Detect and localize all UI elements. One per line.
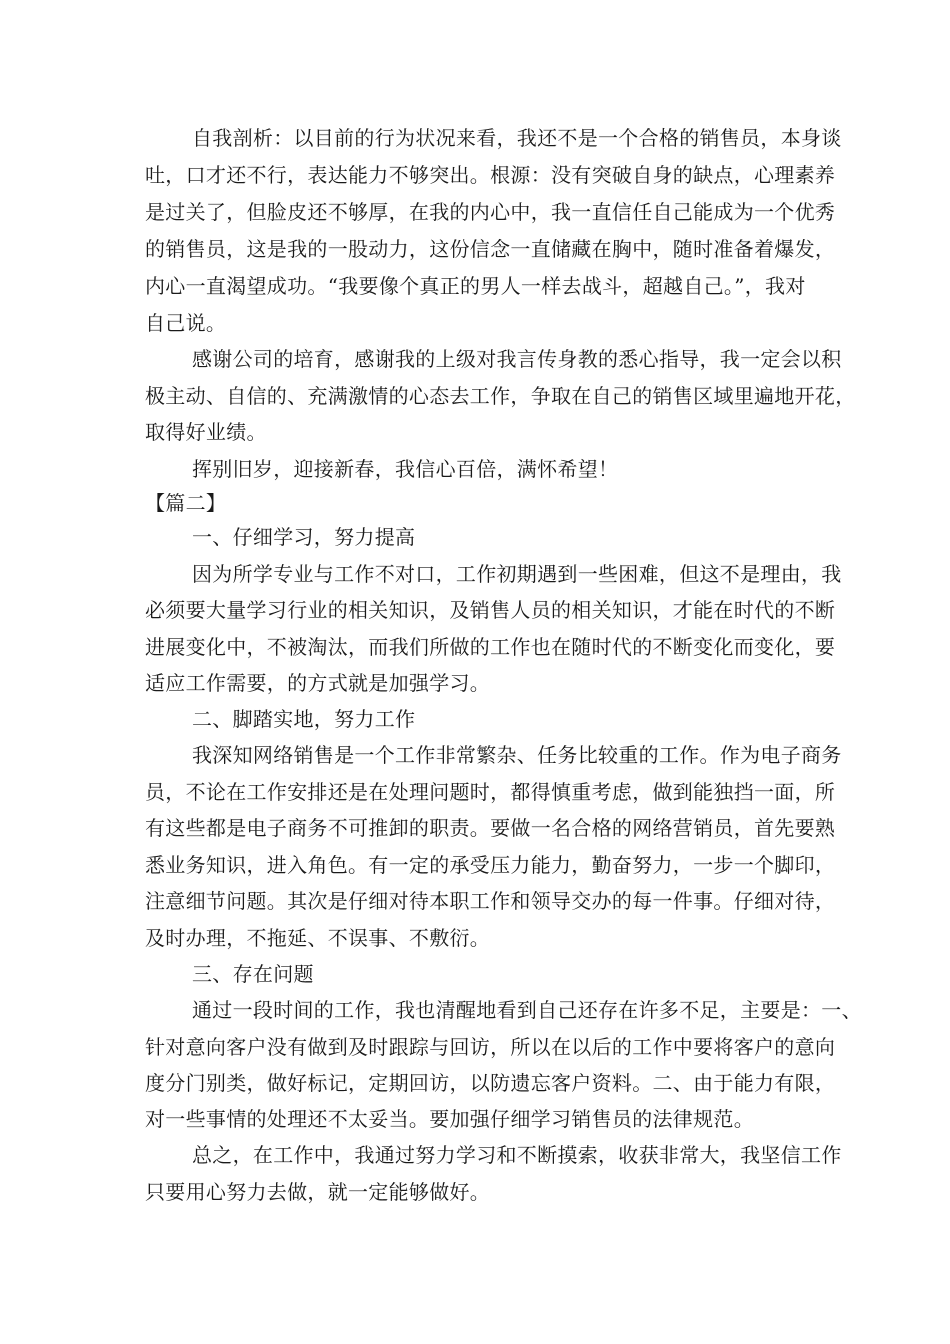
- text-line: 必须要大量学习行业的相关知识，及销售人员的相关知识，才能在时代的不断: [145, 598, 836, 622]
- text-line: 自我剖析：以目前的行为状况来看，我还不是一个合格的销售员，本身谈: [192, 126, 842, 150]
- text-line: 自己说。: [145, 311, 227, 335]
- text-line: 总之，在工作中，我通过努力学习和不断摸索，收获非常大，我坚信工作: [192, 1143, 842, 1167]
- text-line: 度分门别类，做好标记，定期回访，以防遗忘客户资料。二、由于能力有限，: [145, 1071, 836, 1095]
- text-line: 注意细节问题。其次是仔细对待本职工作和领导交办的每一件事。仔细对待，: [145, 889, 836, 913]
- text-line: 针对意向客户没有做到及时跟踪与回访，所以在以后的工作中要将客户的意向: [145, 1035, 836, 1059]
- text-line: 是过关了，但脸皮还不够厚，在我的内心中，我一直信任自己能成为一个优秀: [145, 200, 836, 224]
- text-line: 取得好业绩。: [145, 420, 267, 444]
- text-line: 我深知网络销售是一个工作非常繁杂、任务比较重的工作。作为电子商务: [192, 743, 842, 767]
- text-line: 适应工作需要，的方式就是加强学习。: [145, 671, 491, 695]
- text-line: 挥别旧岁，迎接新春，我信心百倍，满怀希望！: [192, 457, 619, 481]
- subsection-heading: 三、存在问题: [192, 962, 314, 986]
- text-line: 有这些都是电子商务不可推卸的职责。要做一名合格的网络营销员，首先要熟: [145, 816, 836, 840]
- text-line: 及时办理，不拖延、不误事、不敷衍。: [145, 926, 491, 950]
- text-line: 极主动、自信的、充满激情的心态去工作，争取在自己的销售区域里遍地开花，: [145, 384, 856, 408]
- text-line: 因为所学专业与工作不对口，工作初期遇到一些困难，但这不是理由，我: [192, 562, 842, 586]
- subsection-heading: 二、脚踏实地，努力工作: [192, 707, 416, 731]
- text-line: 员，不论在工作安排还是在处理问题时，都得慎重考虑，做到能独挡一面，所: [145, 780, 836, 804]
- text-line: 通过一段时间的工作，我也清醒地看到自己还存在许多不足，主要是：一、: [192, 998, 862, 1022]
- section-heading: 【篇二】: [145, 491, 227, 515]
- text-line: 悉业务知识，进入角色。有一定的承受压力能力，勤奋努力，一步一个脚印，: [145, 853, 836, 877]
- text-line: 进展变化中，不被淘汰，而我们所做的工作也在随时代的不断变化而变化，要: [145, 635, 836, 659]
- text-line: 感谢公司的培育，感谢我的上级对我言传身教的悉心指导，我一定会以积: [192, 347, 842, 371]
- text-line: 吐，口才还不行，表达能力不够突出。根源：没有突破自身的缺点，心理素养: [145, 163, 836, 187]
- subsection-heading: 一、仔细学习，努力提高: [192, 525, 416, 549]
- text-line: 只要用心努力去做，就一定能够做好。: [145, 1180, 491, 1204]
- text-line: 的销售员，这是我的一股动力，这份信念一直储藏在胸中，随时准备着爆发，: [145, 237, 836, 261]
- text-line: 内心一直渴望成功。“我要像个真正的男人一样去战斗，超越自己。”，我对: [145, 274, 806, 298]
- text-line: 对一些事情的处理还不太妥当。要加强仔细学习销售员的法律规范。: [145, 1107, 754, 1131]
